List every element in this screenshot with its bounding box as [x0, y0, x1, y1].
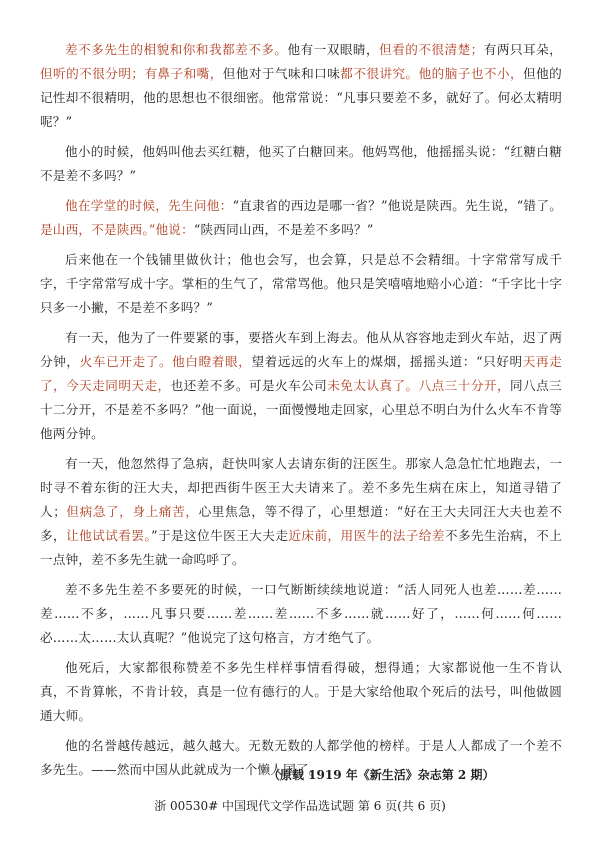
paragraph — [40, 656, 562, 728]
text-run: 心里焦急，等不得了，心里想道：“好在王大夫同汪大夫也差不多， — [40, 504, 562, 543]
text-run: 但他的记性却不很精明，他的思想也不很细密。他常常说：“凡事只要差不多，就好了。何必太精明呢？” — [40, 66, 562, 129]
highlighted-text: 都不很讲究。他的脑子也不小， — [340, 66, 524, 81]
highlighted-text: 差不多先生的相貌和你和我都差不多。 — [65, 42, 288, 57]
highlighted-text: 让他试试看罢。 — [66, 528, 152, 543]
text-run: 但他对于气味和口味 — [222, 66, 341, 81]
text-run: 不多先生治病，不上一点钟，差不多先生就一命呜呼了。 — [40, 528, 562, 567]
paragraph — [40, 578, 562, 650]
text-run: 他死后，大家都很称赞差不多先生样样事情看得破，想得通；大家都说他一生不肯认真，不肯算帐，不肯计较，真是一位有德行的人。于是大家给他取个死后的法号，叫他做圆通大师。 — [40, 660, 562, 723]
text-run: 有两只耳朵， — [483, 42, 563, 57]
paragraph — [40, 452, 562, 572]
highlighted-text: 未免太认真了。八点三十分开， — [327, 378, 511, 393]
text-run: 他的名誉越传越远，越久越大。无数无数的人都学他的榜样。于是人人都成了一个差不多先生。——然而中国从此就成为一个懒人国了。 — [40, 738, 562, 777]
text-run: ”于是这位牛医王大夫走 — [151, 528, 289, 543]
source-note: （原载 1919 年《新生活》杂志第 2 期） — [268, 768, 495, 782]
text-run: 差不多先生差不多要死的时候，一口气断断续续地说道：“活人同死人也差……差……差……不多，……凡事只要……差……差……不多……就……好了，……何……何……必……太……太认真呢？”他说完了这句格言，方才绝气了。 — [40, 582, 562, 645]
paragraph — [40, 38, 562, 134]
text-run: 他小的时候，他妈叫他去买红糖，他买了白糖回来。他妈骂他，他摇摇头说：“红糖白糖不是差不多吗？” — [40, 144, 562, 183]
text-run: 有一天，他忽然得了急病，赶快叫家人去请东街的汪医生。那家人急急忙忙地跑去，一时寻不着东街的汪大夫，却把西街牛医王大夫请来了。差不多先生病在床上，知道寻错了人； — [40, 456, 562, 519]
text-run: “直隶省的西边是哪一省？”他说是陕西。先生说，“错了。 — [232, 198, 562, 213]
highlighted-text: 近床前，用医牛的法子给差 — [288, 528, 445, 543]
essay-body — [40, 38, 562, 788]
paragraph — [40, 194, 562, 242]
highlighted-text: 是山西，不是陕西。”他说： — [40, 222, 194, 237]
paragraph — [40, 140, 562, 188]
text-run: 后来他在一个钱铺里做伙计；他也会写，也会算，只是总不会精细。十字常常写成千字，千字常常写成十字。掌柜的生气了，常常骂他。他只是笑嘻嘻地赔小心道：“千字比十字只多一小撇，不是差不多吗？” — [40, 252, 562, 315]
paragraph — [40, 248, 562, 320]
paragraph — [40, 326, 562, 446]
highlighted-text: 天再走了，今天走同明天走， — [40, 354, 563, 393]
highlighted-text: 火车已开走了。他白瞪着眼， — [79, 354, 252, 369]
text-run: 他有一双眼睛， — [287, 42, 380, 57]
text-run: 同八点三十二分开，不是差不多吗？”他一面说，一面慢慢地走回家，心里总不明白为什么火车不肯等他两分钟。 — [40, 378, 562, 441]
page-footer: 浙 00530# 中国现代文学作品选试题 第 6 页(共 6 页) — [154, 799, 446, 813]
text-run: 也还差不多。可是火车公司 — [170, 378, 328, 393]
highlighted-text: 他在学堂的时候，先生问他： — [65, 198, 233, 213]
highlighted-text: 但看的不很清楚； — [379, 42, 484, 57]
text-run: 有一天，他为了一件要紧的事，要搭火车到上海去。他从从容容地走到火车站，迟了两分钟， — [40, 330, 562, 369]
text-run: “陕西同山西，不是差不多吗？” — [193, 222, 374, 237]
text-run: 望着远远的火车上的煤烟，摇摇头道：“只好明 — [251, 354, 523, 369]
highlighted-text: 但听的不很分明；有鼻子和嘴， — [40, 66, 223, 81]
highlighted-text: 但病急了，身上痛苦， — [66, 504, 199, 519]
